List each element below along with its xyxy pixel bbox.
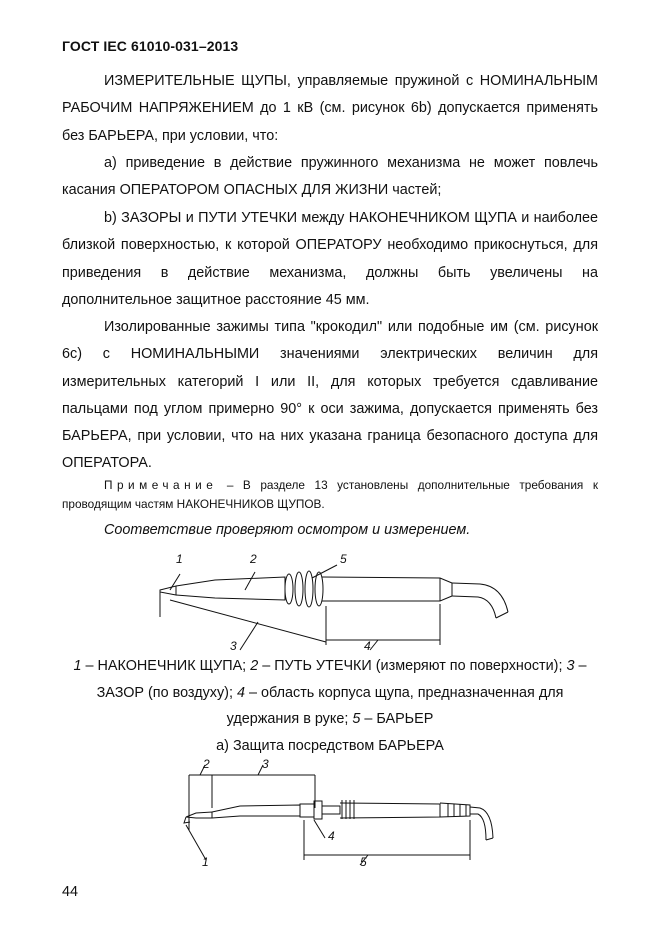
paragraph-probes-spring: ИЗМЕРИТЕЛЬНЫЕ ЩУПЫ, управляемые пружиной с НОМИНАЛЬНЫМ РАБОЧИМ НАПРЯЖЕНИЕМ до 1 кВ (см. рисунок 6b) допускается применять без БАРЬЕРА, при условии, что: xyxy=(62,73,598,144)
caption-text-1: – НАКОНЕЧНИК ЩУПА; xyxy=(81,658,251,674)
figure-a-label-2: 2 xyxy=(250,552,257,566)
caption-num-4: 4 xyxy=(236,684,245,701)
probe-handle-shape xyxy=(322,577,452,601)
caption-num-3: 3 xyxy=(566,658,575,674)
figure-a-title: а) Защита посредством БАРЬЕРА xyxy=(216,738,444,754)
figure-b-cable-shape xyxy=(470,807,493,838)
paragraph-condition-a: а) приведение в действие пружинного механизма не может повлечь касания ОПЕРАТОРОМ ОПАСНЫХ ДЛЯ ЖИЗНИ частей; xyxy=(62,155,598,199)
note-paragraph xyxy=(62,476,598,514)
clearance-dimension-line xyxy=(170,600,326,642)
note-text: – В разделе 13 установлены дополнительные требования к проводящим частям НАКОНЕЧНИКОВ ЩУПОВ. xyxy=(62,478,598,511)
figure-b-probe-tip-shape xyxy=(186,812,212,818)
barrier-ring-shape xyxy=(295,572,303,606)
barrier-ring-shape xyxy=(315,572,323,606)
page-number: 44 xyxy=(62,884,79,900)
figure-a-label-5: 5 xyxy=(340,552,347,566)
figure-b-probe-body-shape xyxy=(212,805,300,818)
barrier-ring-shape xyxy=(305,571,313,607)
paragraph-condition-b: b) ЗАЗОРЫ и ПУТИ УТЕЧКИ между НАКОНЕЧНИКОМ ЩУПА и наиболее близкой поверхностью, к которой ОПЕРАТОРУ необходимо прикоснуться, для приведения в действие механизма, должны быть увеличены на дополнительное защитное расстояние 45 мм. xyxy=(62,210,598,308)
probe-tip-shape xyxy=(160,586,176,595)
figure-b-label-2: 2 xyxy=(203,757,210,771)
figure-b-handle-shape xyxy=(340,803,440,818)
figure-b-label-3: 3 xyxy=(262,757,269,771)
caption-text-3: – ЗАЗОР (по воздуху); xyxy=(96,658,587,701)
standard-header: ГОСТ IEC 61010-031–2013 xyxy=(62,38,239,54)
probe-taper-shape xyxy=(176,577,285,600)
caption-num-1: 1 xyxy=(73,658,82,674)
caption-num-5: 5 xyxy=(352,711,361,727)
figure-b-label-1: 1 xyxy=(202,855,209,869)
caption-text-4: – область корпуса щупа, предназначенная для удержания в руке; xyxy=(226,684,564,727)
figure-b-label-4: 4 xyxy=(328,829,335,843)
caption-text-2: – ПУТЬ УТЕЧКИ (измеряют по поверхности); xyxy=(258,658,567,674)
figure-a-label-3: 3 xyxy=(230,639,237,653)
figure-a-label-1: 1 xyxy=(176,552,183,566)
probe-cable-shape xyxy=(452,583,508,612)
paragraph-crocodile-clips: Изолированные зажимы типа "крокодил" или подобные им (см. рисунок 6с) с НОМИНАЛЬНЫМИ значениями электрических величин для измерительных категорий I или II, для которых требуется сдавливание пальцами под углом примерно 90° к оси зажима, допускается применять без БАРЬЕРА, при условии, что на них указана граница безопасного доступа для ОПЕРАТОРА. xyxy=(62,319,598,472)
figure-b-label-5: 5 xyxy=(360,855,367,869)
figure-a-label-4: 4 xyxy=(364,639,371,653)
compliance-statement: Соответствие проверяют осмотром и измерением. xyxy=(104,522,471,538)
caption-text-5: – БАРЬЕР xyxy=(360,711,434,727)
note-label: Примечание xyxy=(104,478,218,492)
barrier-ring-shape xyxy=(285,574,293,604)
caption-num-2: 2 xyxy=(250,658,259,674)
figure-a-caption xyxy=(62,653,598,733)
